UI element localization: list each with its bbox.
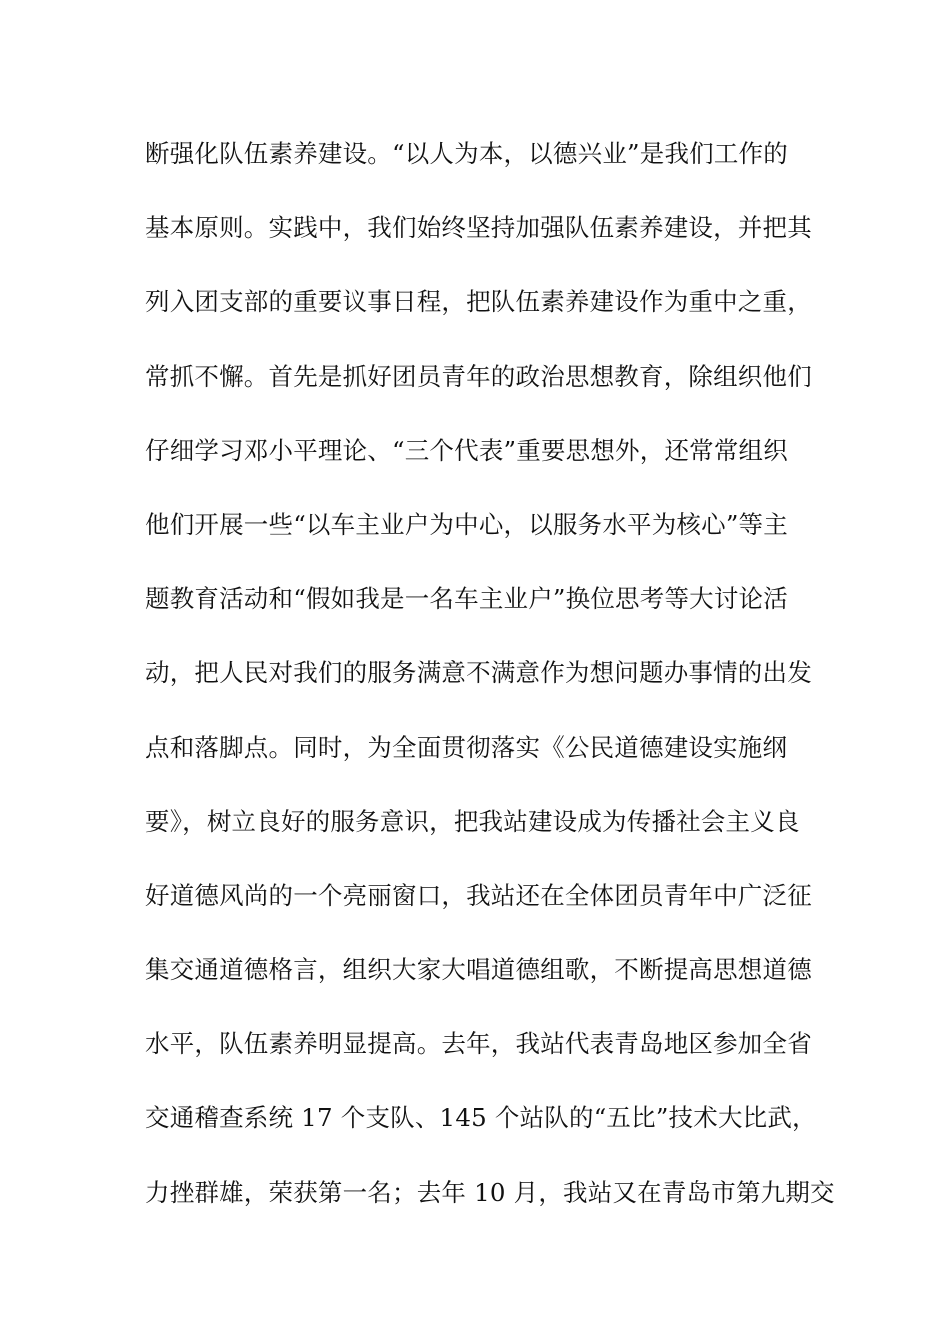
text-line: 集交通道德格言，组织大家大唱道德组歌，不断提高思想道德 [145, 955, 812, 985]
text-line: 要》，树立良好的服务意识，把我站建设成为传播社会主义良 [145, 806, 800, 836]
text-line: 题教育活动和“假如我是一名车主业户”换位思考等大讨论活 [145, 584, 788, 614]
text-line: 断强化队伍素养建设。“以人为本，以德兴业”是我们工作的 [145, 139, 788, 168]
text-line: 仔细学习邓小平理论、“三个代表”重要思想外，还常常组织 [145, 435, 788, 465]
text-line: 交通稽查系统 17 个支队、145 个站队的“五比”技术大比武， [145, 1103, 817, 1133]
text-line: 点和落脚点。同时，为全面贯彻落实《公民道德建设实施纲 [145, 732, 788, 762]
text-line: 基本原则。实践中，我们始终坚持加强队伍素养建设，并把其 [145, 213, 812, 243]
text-line: 他们开展一些“以车主业户为中心，以服务水平为核心”等主 [145, 509, 788, 539]
text-line: 好道德风尚的一个亮丽窗口，我站还在全体团员青年中广泛征 [145, 880, 812, 910]
text-line: 动，把人民对我们的服务满意不满意作为想问题办事情的出发 [145, 658, 812, 688]
text-line: 常抓不懈。首先是抓好团员青年的政治思想教育，除组织他们 [145, 361, 812, 391]
text-line: 力挫群雄，荣获第一名；去年 10 月，我站又在青岛市第九期交 [145, 1177, 835, 1207]
text-line: 列入团支部的重要议事日程，把队伍素养建设作为重中之重， [145, 287, 812, 317]
body-text [145, 134, 835, 1247]
text-line: 水平，队伍素养明显提高。去年，我站代表青岛地区参加全省 [145, 1029, 812, 1059]
